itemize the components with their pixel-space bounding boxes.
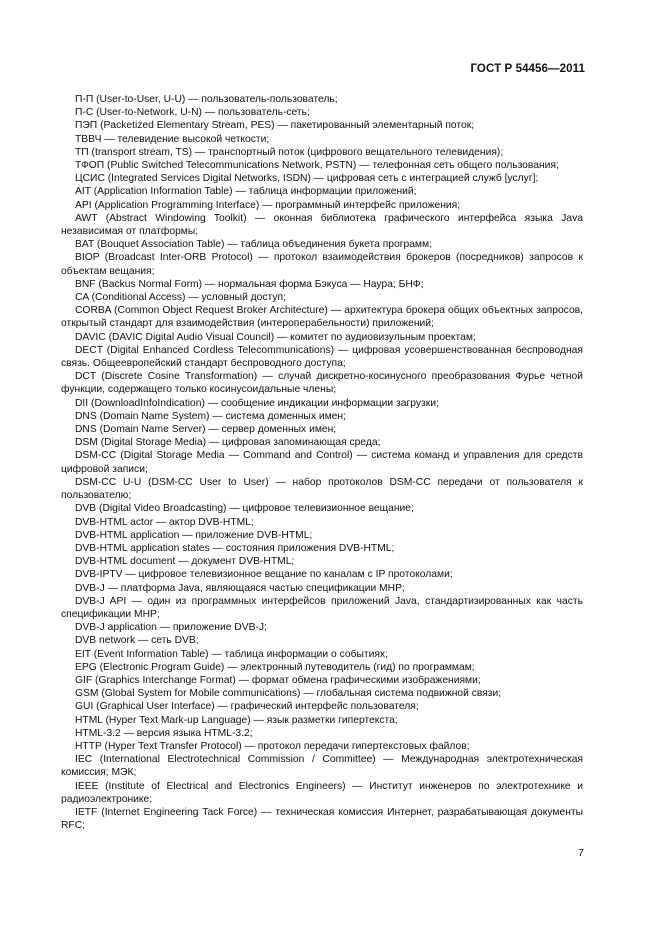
abbreviation-entry: EPG (Electronic Program Guide) — электронный путеводитель (гид) по программам; xyxy=(75,661,475,673)
abbreviation-entry: CA (Conditional Access) — условный доступ; xyxy=(75,292,286,304)
abbreviation-entry: API (Application Programming Interface) — программный интерфейс приложения; xyxy=(75,199,461,211)
abbreviation-entry: BAT (Bouquet Association Table) — таблица объединения букета программ; xyxy=(75,239,432,251)
abbreviation-entry: HTML (Hyper Text Mark-up Language) — язык разметки гипертекста; xyxy=(75,714,398,726)
abbreviation-entry: DVB (Digital Video Broadcasting) — цифровое телевизионное вещание; xyxy=(75,503,414,515)
abbreviation-entry: GIF (Graphics Interchange Format) — формат обмена графическими изображениями; xyxy=(75,674,481,686)
abbreviation-entry: GSM (Global System for Mobile communications) — глобальная система подвижной связи; xyxy=(75,688,502,700)
abbreviation-entry: HTTP (Hyper Text Transfer Protocol) — протокол передачи гипертекстовых файлов; xyxy=(75,740,470,752)
abbreviation-entry: DAVIC (DAVIC Digital Audio Visual Council) — комитет по аудиовизульным проектам; xyxy=(75,331,476,343)
abbreviation-entry: IEEE (Institute of Electrical and Electronics Engineers) — Институт инженеров по электротехнике и радиоэлектронике; xyxy=(61,780,583,805)
abbreviation-entry: П-С (User-to-Network, U-N) — пользователь-сеть; xyxy=(75,107,310,119)
abbreviation-entry: DVB-HTML application states — состояния приложения DVB-HTML; xyxy=(75,542,395,554)
abbreviation-entry: DNS (Domain Name System) — система доменных имен; xyxy=(75,410,346,422)
abbreviation-entry: DVB-J — платформа Java, являющаяся частью спецификации MHP; xyxy=(75,582,405,594)
abbreviation-entry: DSM-CC U-U (DSM-CC User to User) — набор протоколов DSM-CC передачи от пользователя к пользователю; xyxy=(61,476,583,502)
abbreviation-entry: DVB-HTML application — приложение DVB-HTML; xyxy=(75,529,313,541)
abbreviation-entry: EIT (Event Information Table) — таблица информации о событиях; xyxy=(75,648,388,660)
abbreviation-entry: DVB-HTML actor — актор DVB-HTML; xyxy=(75,516,254,528)
abbreviation-entry: DECT (Digital Enhanced Cordless Telecommunications) — цифровая усовершенствованная беспроводная связь. Общеевропейский стандарт беспроводного доступа; xyxy=(61,344,583,370)
abbreviation-entry: ПЭП (Packetized Elementary Stream, PES) — пакетированный элементарный поток; xyxy=(75,120,475,132)
abbreviation-entry: DVB-J API — один из программных интерфейсов приложений Java, стандартизированных как часть спецификации MHP; xyxy=(61,595,583,620)
abbreviation-entry: GUI (Graphical User Interface) — графический интерфейс пользователя; xyxy=(75,701,419,713)
abbreviation-entry: DVB-IPTV — цифровое телевизионное вещание по каналам с IP протоколами; xyxy=(75,569,453,581)
standard-header: ГОСТ Р 54456—2011 xyxy=(470,63,585,75)
abbreviation-entry: ТФОП (Public Switched Telecommunications Network, PSTN) — телефонная сеть общего пользования; xyxy=(75,160,559,172)
abbreviation-entry: DII (DownloadInfoIndication) — сообщение индикации информации загрузки; xyxy=(75,397,439,409)
abbreviation-entry: DSM-CC (Digital Storage Media — Command and Control) — система команд и управления для средств цифровой записи; xyxy=(61,450,583,475)
abbreviation-entry: DCT (Discrete Cosine Transformation) — случай дискретно-косинусного преобразования Фурье четной функции, содержащего только косинусоидальные члены; xyxy=(61,371,583,396)
abbreviation-entry: BNF (Backus Normal Form) — нормальная форма Бэкуса — Наура; БНФ; xyxy=(75,278,424,290)
abbreviation-entry: DVB network — сеть DVB; xyxy=(75,635,199,647)
abbreviation-list xyxy=(61,93,583,832)
abbreviation-entry: DVB-HTML document — документ DVB-HTML; xyxy=(75,556,295,568)
abbreviation-entry: AIT (Application Information Table) — таблица информации приложений; xyxy=(75,186,417,198)
abbreviation-entry: CORBA (Common Object Request Broker Architecture) — архитектура брокера общих объектных запросов, открытый стандарт для взаимодействия (интероперабельности) приложений; xyxy=(61,305,583,330)
page-number: 7 xyxy=(578,847,584,859)
abbreviation-entry: DVB-J application — приложение DVB-J; xyxy=(75,622,267,634)
abbreviation-entry: IEC (International Electrotechnical Commission / Committee) — Международная электротехническая комиссия; МЭК; xyxy=(61,754,583,779)
abbreviation-entry: П-П (User-to-User, U-U) — пользователь-пользователь; xyxy=(75,94,338,105)
abbreviation-entry: DSM (Digital Storage Media) — цифровая запоминающая среда; xyxy=(75,437,381,449)
abbreviation-entry: HTML-3.2 — версия языка HTML-3.2; xyxy=(75,727,253,739)
abbreviation-entry: DNS (Domain Name Server) — сервер доменных имен; xyxy=(75,424,337,436)
abbreviation-entry: ЦСИС (Integrated Services Digital Networks, ISDN) — цифровая сеть с интеграцией служб [услуг]; xyxy=(75,173,539,185)
abbreviation-entry: AWT (Abstract Windowing Toolkit) — оконная библиотека графического интерфейса языка Java независимая от платформы; xyxy=(61,212,583,238)
abbreviation-entry: IETF (Internet Engineering Tack Force) — техническая комиссия Интернет, разрабатывающая документы RFC; xyxy=(61,806,583,832)
abbreviation-entry: ТП (transport stream, TS) — транспортный поток (цифрового вещательного телевидения); xyxy=(75,146,504,158)
abbreviation-entry: ТВВЧ — телевидение высокой четкости; xyxy=(75,133,270,145)
abbreviation-entry: BIOP (Broadcast Inter-ORB Protocol) — протокол взаимодействия брокеров (посредников) запросов к объектам вещания; xyxy=(61,252,583,277)
